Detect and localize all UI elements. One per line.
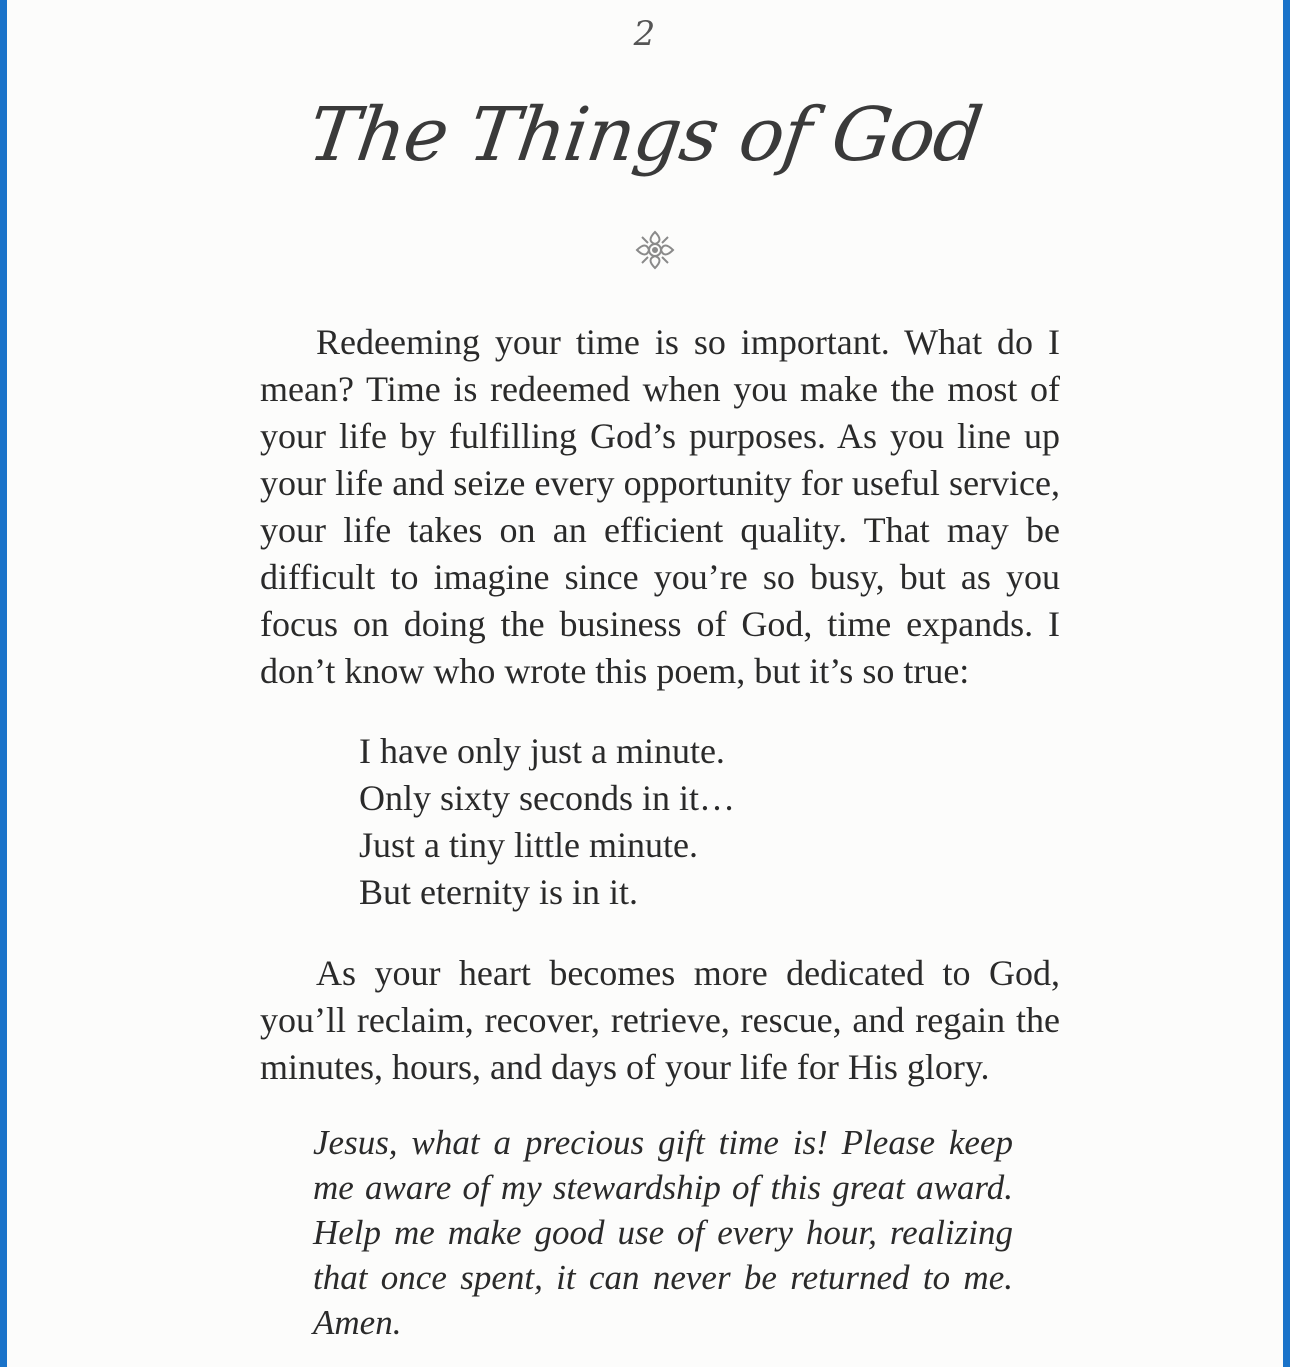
poem-line-4: But eternity is in it. — [359, 872, 638, 912]
poem-line-3: Just a tiny little minute. — [359, 825, 698, 865]
paragraph-1: Redeeming your time is so important. What do I mean? Time is redeemed when you make the most of your life by fulfilling God’s purposes. As you line up your life and seize every opportunity for useful service, your life takes on an efficient quality. That may be difficult to imagine since you’re so busy, but as you focus on doing the business of God, time expands. I don’t know who wrote this poem, but it’s so true: — [260, 322, 1060, 691]
chapter-title: The Things of God — [303, 92, 987, 178]
poem-line-1: I have only just a minute. — [359, 731, 725, 771]
chapter-number: 2 — [633, 14, 657, 54]
floral-ornament-icon — [633, 228, 677, 272]
book-page — [7, 0, 1283, 1367]
poem-line-2: Only sixty seconds in it… — [359, 778, 735, 818]
poem — [359, 728, 959, 916]
prayer: Jesus, what a precious gift time is! Please keep me aware of my stewardship of this great award. Help me make good use of every hour, realizing that once spent, it can never be returned to me. Amen. — [313, 1123, 1013, 1342]
paragraph-2: As your heart becomes more dedicated to God, you’ll reclaim, recover, retrieve, rescue, and regain the minutes, hours, and days of your life for His glory. — [260, 953, 1060, 1087]
